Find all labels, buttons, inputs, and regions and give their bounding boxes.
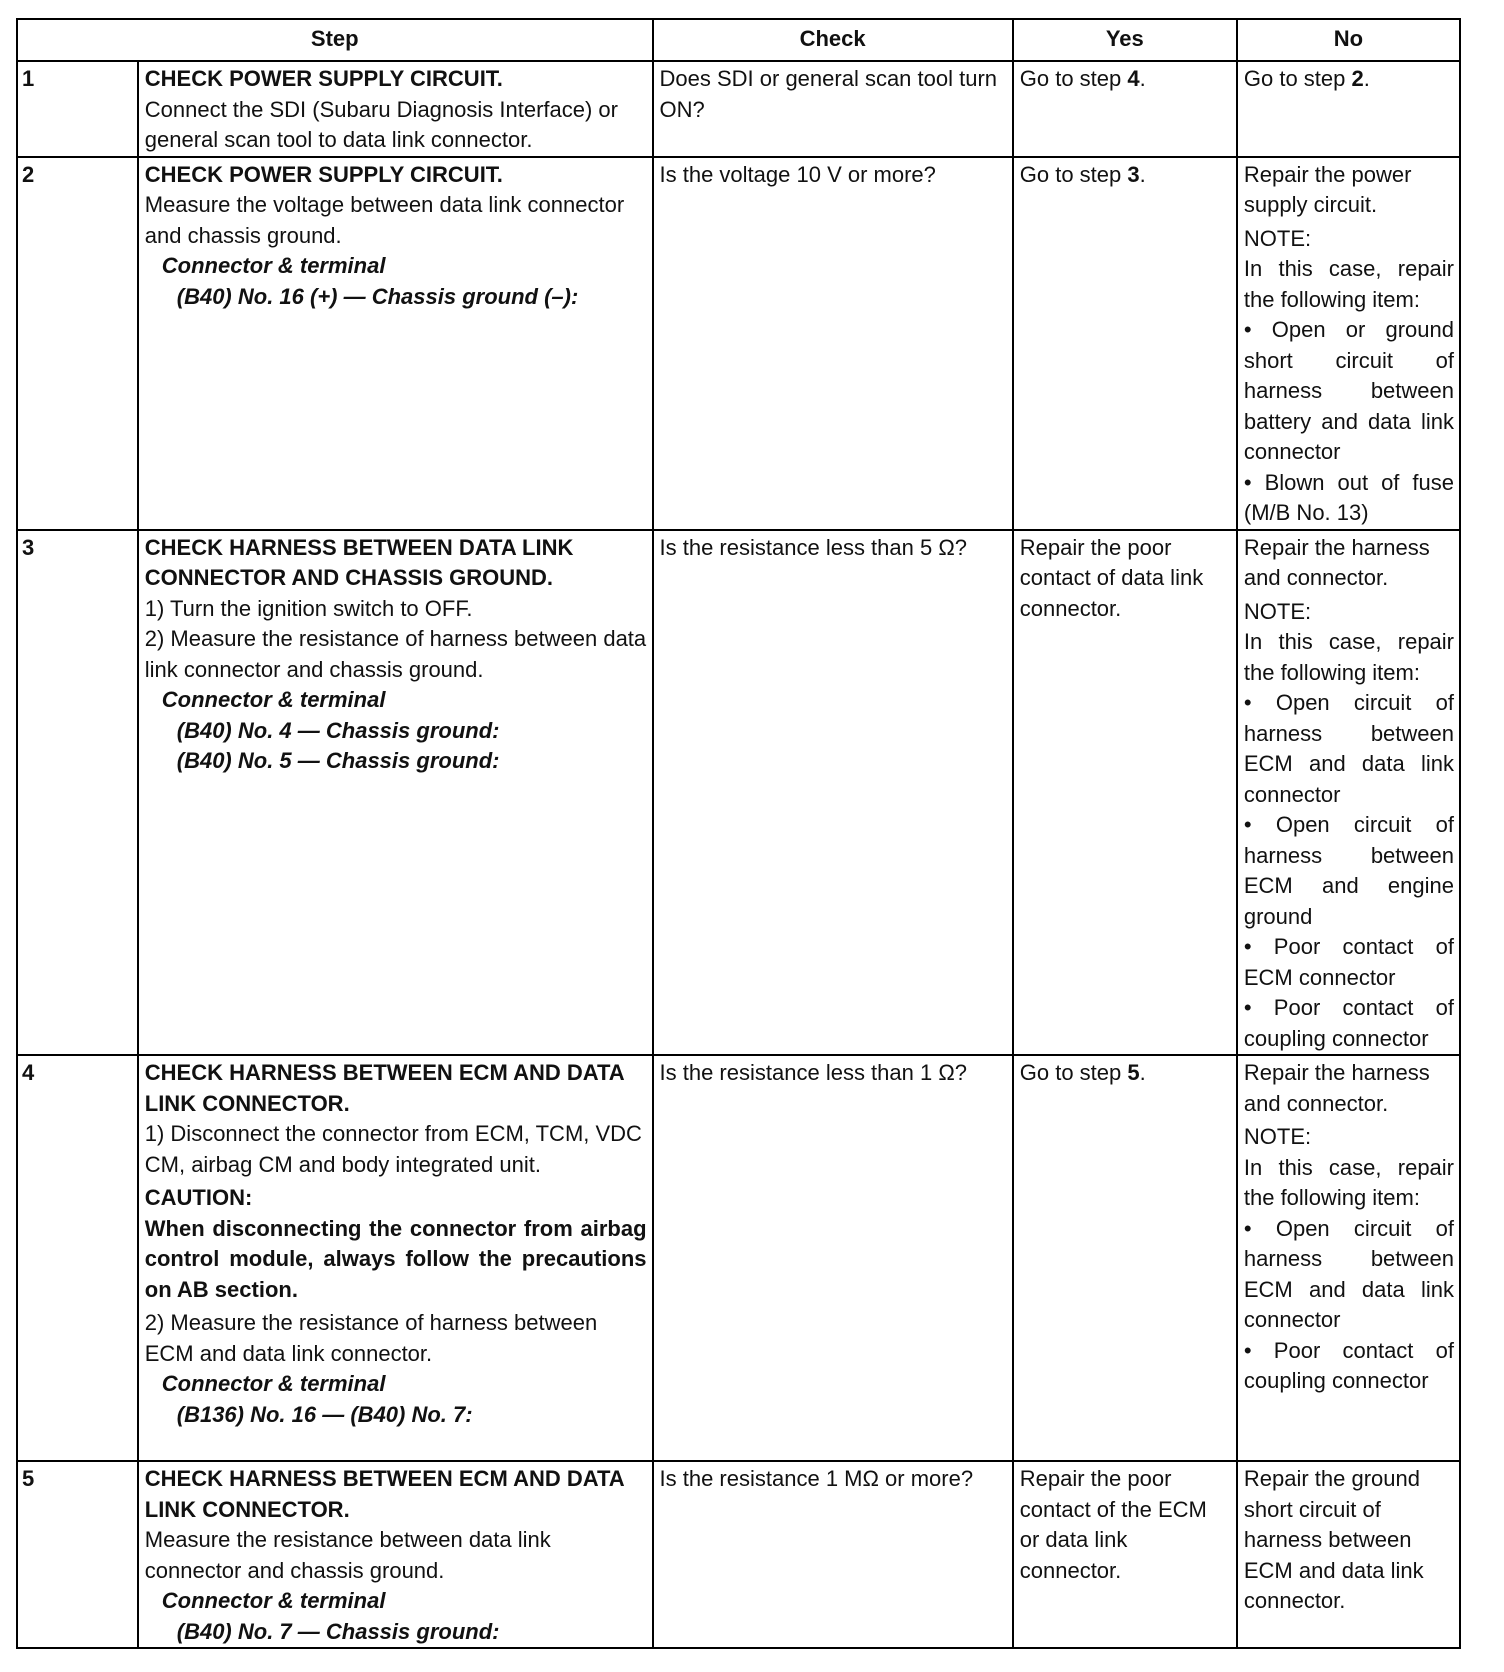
caution-label: CAUTION: [144, 1185, 253, 1210]
yes-cell [1013, 61, 1237, 157]
check-cell: Is the voltage 10 V or more? [653, 157, 1013, 530]
note-item: • Open circuit of harness between ECM and data link connector [1243, 690, 1454, 807]
yes-cell: Repair the poor contact of data link connector. [1013, 530, 1237, 1056]
yes-cell: Repair the poor contact of the ECM or data link connector. [1013, 1461, 1237, 1648]
step-cell [138, 1461, 653, 1648]
terminal-spec: (B40) No. 16 (+) — Chassis ground (–): [176, 283, 579, 309]
step-title: CHECK HARNESS BETWEEN ECM AND DATA LINK CONNECTOR. [144, 1466, 624, 1522]
no-cell [1237, 530, 1460, 1056]
note-item: • Blown out of fuse (M/B No. 13) [1243, 469, 1454, 525]
table-row [17, 157, 1460, 530]
note-item: • Open or ground short circuit of harness between battery and data link connector [1243, 317, 1454, 464]
no-cell [1237, 157, 1460, 530]
check-cell: Does SDI or general scan tool turn ON? [653, 61, 1013, 157]
check-cell: Is the resistance less than 1 Ω? [653, 1055, 1013, 1461]
table-row [17, 61, 1460, 157]
connector-label: Connector & terminal [161, 687, 386, 712]
header-no: No [1237, 19, 1460, 61]
terminal-spec: (B40) No. 7 — Chassis ground: [176, 1618, 500, 1644]
note-body: In this case, repair the following item: [1243, 256, 1454, 312]
step-instruction: Measure the voltage between data link connector and chassis ground. [144, 192, 625, 248]
step-title: CHECK POWER SUPPLY CIRCUIT. [144, 66, 503, 91]
check-cell: Is the resistance less than 5 Ω? [653, 530, 1013, 1056]
connector-label: Connector & terminal [161, 1371, 386, 1396]
step-number: 4 [17, 1055, 138, 1461]
note-item: • Poor contact of coupling connector [1243, 1337, 1454, 1393]
note-label: NOTE: [1243, 225, 1312, 251]
yes-step-ref: 4 [1127, 66, 1140, 91]
step-number: 1 [17, 61, 138, 157]
yes-cell [1013, 157, 1237, 530]
yes-cell [1013, 1055, 1237, 1461]
yes-step-ref: 5 [1127, 1060, 1140, 1085]
header-step: Step [17, 19, 653, 61]
no-prefix: Go to step [1243, 66, 1352, 91]
step-cell [138, 61, 653, 157]
yes-suffix: . [1139, 161, 1146, 187]
terminal-spec: (B40) No. 5 — Chassis ground: [176, 748, 500, 773]
note-label: NOTE: [1243, 598, 1312, 624]
yes-step-ref: 3 [1127, 161, 1140, 187]
step-number: 2 [17, 157, 138, 530]
step-number: 3 [17, 530, 138, 1056]
check-cell: Is the resistance 1 MΩ or more? [653, 1461, 1013, 1648]
table-row [17, 1055, 1460, 1461]
no-action: Repair the harness and connector. [1243, 1060, 1430, 1116]
step-cell [138, 157, 653, 530]
yes-prefix: Go to step [1019, 66, 1128, 91]
no-cell: Repair the ground short circuit of harness between ECM and data link connector. [1237, 1461, 1460, 1648]
no-cell [1237, 61, 1460, 157]
no-action: Repair the harness and connector. [1243, 534, 1430, 590]
note-body: In this case, repair the following item: [1243, 1154, 1454, 1210]
step-instruction: Connect the SDI (Subaru Diagnosis Interface) or general scan tool to data link connector. [144, 96, 618, 152]
step-title: CHECK HARNESS BETWEEN ECM AND DATA LINK CONNECTOR. [144, 1060, 624, 1116]
note-item: • Open circuit of harness between ECM and data link connector [1243, 1215, 1454, 1332]
step-title: CHECK HARNESS BETWEEN DATA LINK CONNECTOR AND CHASSIS GROUND. [144, 534, 574, 590]
note-item: • Poor contact of coupling connector [1243, 995, 1454, 1051]
diagnostic-procedure-sheet [16, 18, 1461, 1649]
connector-label: Connector & terminal [161, 1588, 386, 1613]
no-action: Repair the power supply circuit. [1243, 161, 1412, 217]
yes-suffix: . [1139, 66, 1146, 91]
note-item: • Poor contact of ECM connector [1243, 934, 1454, 990]
step-instruction: Measure the resistance between data link connector and chassis ground. [144, 1527, 551, 1583]
note-label: NOTE: [1243, 1124, 1312, 1149]
step-instruction: 1) Turn the ignition switch to OFF. [144, 595, 473, 621]
caution-body: When disconnecting the connector from airbag control module, always follow the precautions on AB section. [144, 1215, 647, 1302]
step-cell [138, 1055, 653, 1461]
step-instruction: 2) Measure the resistance of harness between ECM and data link connector. [144, 1310, 598, 1366]
terminal-spec: (B40) No. 4 — Chassis ground: [176, 717, 500, 743]
yes-prefix: Go to step [1019, 1060, 1128, 1085]
note-body: In this case, repair the following item: [1243, 629, 1454, 685]
yes-prefix: Go to step [1019, 161, 1128, 187]
header-yes: Yes [1013, 19, 1237, 61]
diagnostic-table [16, 18, 1461, 1649]
step-cell [138, 530, 653, 1056]
no-step-ref: 2 [1351, 66, 1364, 91]
terminal-spec: (B136) No. 16 — (B40) No. 7: [176, 1401, 473, 1427]
table-row [17, 530, 1460, 1056]
note-item: • Open circuit of harness between ECM and engine ground [1243, 812, 1454, 929]
step-title: CHECK POWER SUPPLY CIRCUIT. [144, 161, 503, 187]
header-row [17, 19, 1460, 61]
table-row [17, 1461, 1460, 1648]
step-number: 5 [17, 1461, 138, 1648]
step-instruction: 2) Measure the resistance of harness between data link connector and chassis ground. [144, 626, 647, 682]
connector-label: Connector & terminal [161, 253, 386, 278]
header-check: Check [653, 19, 1013, 61]
no-cell [1237, 1055, 1460, 1461]
step-instruction: 1) Disconnect the connector from ECM, TCM, VDC CM, airbag CM and body integrated unit. [144, 1121, 642, 1177]
no-suffix: . [1363, 66, 1370, 91]
yes-suffix: . [1139, 1060, 1146, 1085]
